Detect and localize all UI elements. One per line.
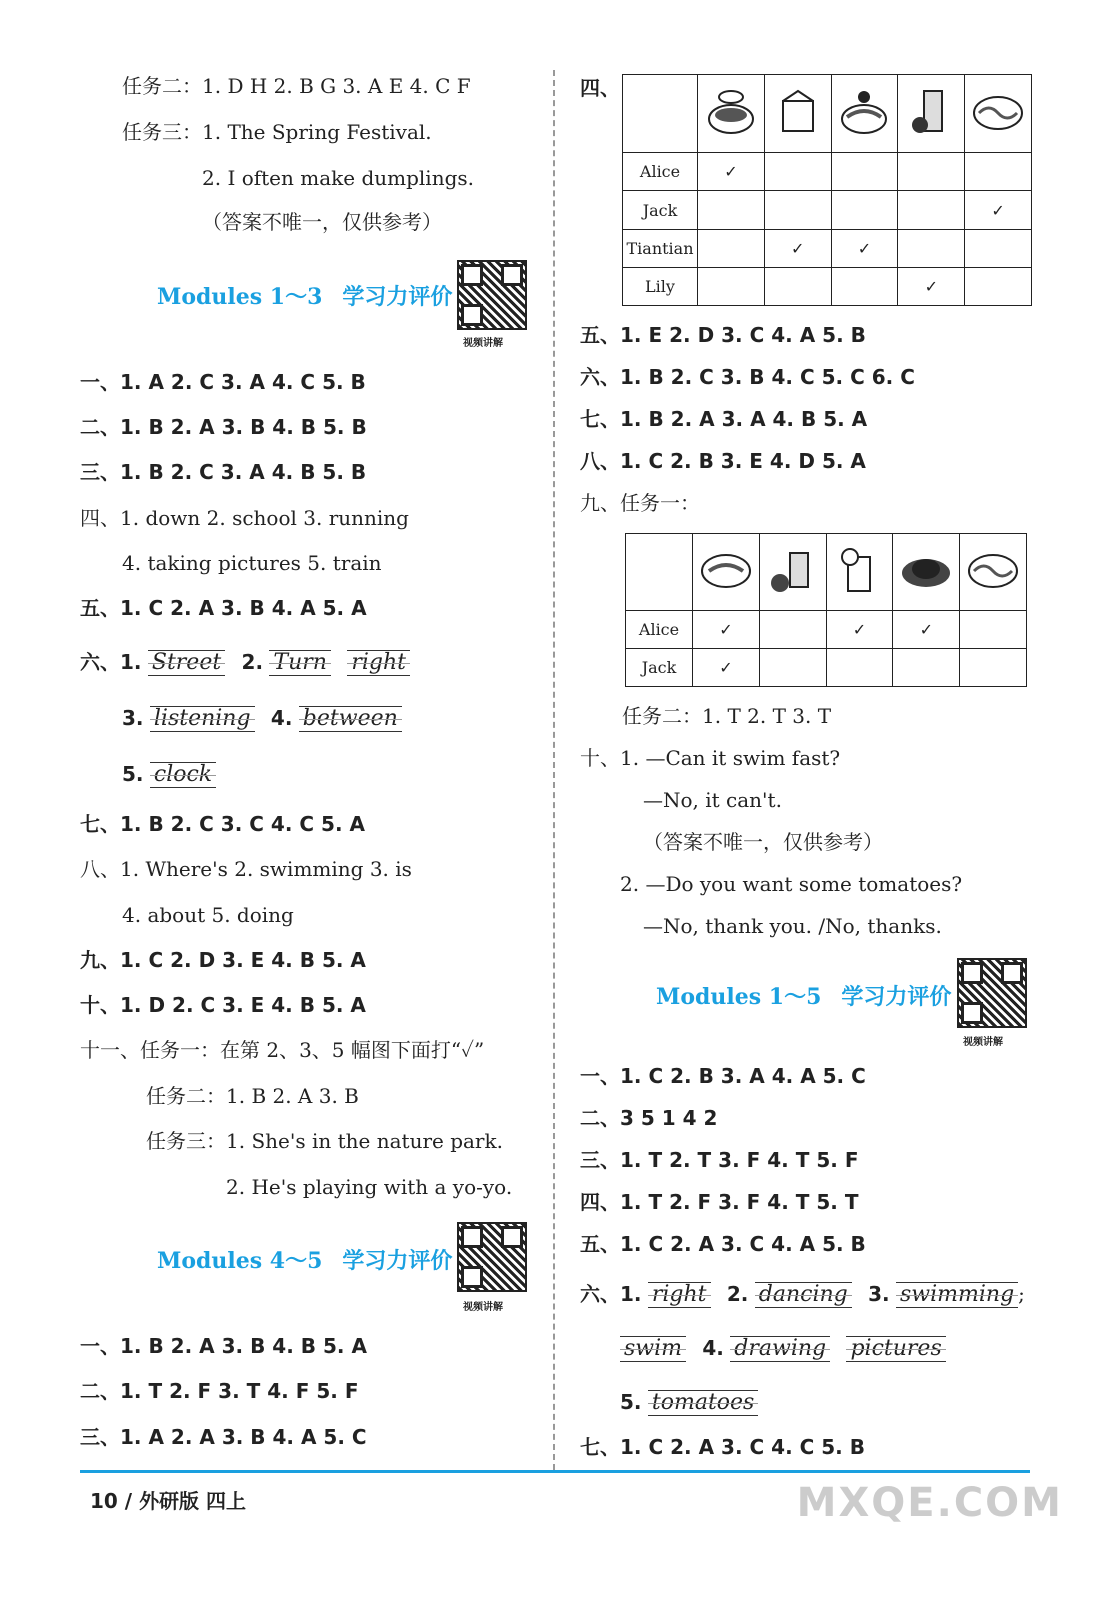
answer-line: 一、1. C 2. B 3. A 4. A 5. C bbox=[580, 1064, 866, 1088]
check-cell bbox=[965, 153, 1032, 191]
qr-label: 视频讲解 bbox=[463, 338, 503, 349]
note-line: （答案不唯一，仅供参考） bbox=[202, 210, 442, 234]
noodles-bowl-icon bbox=[965, 75, 1032, 153]
answer-line: 任务二：1. T 2. T 3. T bbox=[622, 704, 832, 728]
answer-line: 2. He's playing with a yo-yo. bbox=[226, 1175, 513, 1199]
check-cell bbox=[965, 267, 1032, 305]
juice-apple-icon bbox=[759, 534, 826, 611]
check-cell: ✓ bbox=[693, 648, 760, 686]
noodles-bowl-icon bbox=[960, 534, 1027, 611]
check-cell: ✓ bbox=[831, 229, 898, 267]
answer-line: 八、1. Where's 2. swimming 3. is bbox=[80, 857, 412, 881]
answer-line: —No, thank you. /No, thanks. bbox=[643, 914, 942, 938]
module-heading-1-3 bbox=[157, 280, 452, 311]
answer-line: 任务二：1. D H 2. B G 3. A E 4. C F bbox=[122, 74, 471, 98]
answer-line: 八、1. C 2. B 3. E 4. D 5. A bbox=[580, 449, 866, 473]
answer-line: 四、1. down 2. school 3. running bbox=[80, 506, 409, 530]
handwriting-row bbox=[620, 1390, 768, 1416]
answer-line: 五、1. E 2. D 3. C 4. A 5. B bbox=[580, 323, 866, 347]
check-cell bbox=[764, 267, 831, 305]
answer-line: 四、1. T 2. F 3. F 4. T 5. T bbox=[580, 1190, 859, 1214]
section-label: 四、 bbox=[580, 76, 620, 100]
module-subtitle: 学习力评价 bbox=[342, 285, 453, 310]
table-row-name: Jack bbox=[626, 648, 693, 686]
check-cell: ✓ bbox=[898, 267, 965, 305]
answer-line: 2. I often make dumplings. bbox=[202, 166, 475, 190]
check-cell bbox=[893, 648, 960, 686]
handwritten-word: Street bbox=[148, 650, 225, 676]
check-cell bbox=[898, 191, 965, 229]
handwritten-word: right bbox=[648, 1282, 711, 1308]
column-divider bbox=[553, 70, 555, 1470]
item-number: 4. bbox=[270, 706, 293, 730]
answer-line: 4. taking pictures 5. train bbox=[122, 551, 382, 575]
answer-line: 九、1. C 2. D 3. E 4. B 5. A bbox=[80, 948, 366, 972]
check-cell bbox=[965, 229, 1032, 267]
item-number: 2. bbox=[241, 650, 264, 674]
food-plate-icon bbox=[693, 534, 760, 611]
qr-code-icon[interactable] bbox=[457, 260, 527, 330]
answer-line: 任务三：1. She's in the nature park. bbox=[146, 1129, 503, 1153]
handwritten-word: right bbox=[347, 650, 410, 676]
qr-label: 视频讲解 bbox=[463, 1302, 503, 1313]
check-cell bbox=[826, 648, 893, 686]
answer-line: 二、1. T 2. F 3. T 4. F 5. F bbox=[80, 1379, 359, 1403]
answer-line: 六、1. B 2. C 3. B 4. C 5. C 6. C bbox=[580, 365, 915, 389]
check-cell bbox=[764, 153, 831, 191]
answer-line: 4. about 5. doing bbox=[122, 903, 294, 927]
answer-line: 二、1. B 2. A 3. B 4. B 5. B bbox=[80, 415, 367, 439]
answer-line: 七、1. B 2. A 3. A 4. B 5. A bbox=[580, 407, 868, 431]
handwriting-row bbox=[122, 762, 226, 788]
answer-line: 五、1. C 2. A 3. C 4. A 5. B bbox=[580, 1232, 866, 1256]
answer-line: 十一、任务一：在第 2、3、5 幅图下面打“✓” bbox=[80, 1038, 485, 1062]
answer-line: 2. —Do you want some tomatoes? bbox=[620, 872, 963, 896]
module-subtitle: 学习力评价 bbox=[841, 985, 952, 1010]
check-cell: ✓ bbox=[893, 610, 960, 648]
handwritten-word: swim bbox=[620, 1336, 686, 1362]
answer-line: 七、1. B 2. C 3. C 4. C 5. A bbox=[80, 812, 365, 836]
watermark: MXQE.COM bbox=[796, 1480, 1063, 1526]
qr-code-icon[interactable] bbox=[457, 1222, 527, 1292]
table-row-name: Tiantian bbox=[623, 229, 698, 267]
qr-code-icon[interactable] bbox=[957, 958, 1027, 1028]
item-number: 5. bbox=[122, 762, 144, 786]
table-row-name: Alice bbox=[623, 153, 698, 191]
module-title: Modules 4～5 bbox=[157, 1248, 323, 1274]
module-heading-4-5 bbox=[157, 1244, 452, 1275]
handwriting-row bbox=[80, 650, 420, 676]
table-row-name: Lily bbox=[623, 267, 698, 305]
handwritten-word: drawing bbox=[730, 1336, 830, 1362]
check-cell bbox=[759, 648, 826, 686]
check-cell bbox=[898, 153, 965, 191]
lemonade-icon bbox=[826, 534, 893, 611]
page-footer: 10 / 外研版 四上 bbox=[90, 1489, 247, 1513]
check-cell bbox=[764, 191, 831, 229]
answer-line: 任务三：1. The Spring Festival. bbox=[122, 120, 432, 144]
answer-line: 三、1. T 2. T 3. F 4. T 5. F bbox=[580, 1148, 859, 1172]
module-subtitle: 学习力评价 bbox=[342, 1249, 453, 1274]
food-table-2 bbox=[625, 533, 1027, 687]
handwriting-row bbox=[122, 706, 412, 732]
check-cell bbox=[960, 610, 1027, 648]
item-number: 六、1. bbox=[580, 1282, 642, 1306]
answer-line: 任务二：1. B 2. A 3. B bbox=[146, 1084, 359, 1108]
table-row-name: Alice bbox=[626, 610, 693, 648]
handwritten-word: tomatoes bbox=[648, 1390, 758, 1416]
handwriting-row bbox=[580, 1282, 1025, 1308]
handwritten-word: Turn bbox=[269, 650, 331, 676]
food-image-icon bbox=[831, 75, 898, 153]
check-cell bbox=[698, 229, 765, 267]
check-cell: ✓ bbox=[693, 610, 760, 648]
handwritten-word: swimming bbox=[896, 1282, 1018, 1308]
answer-line: 十、1. D 2. C 3. E 4. B 5. A bbox=[80, 993, 366, 1017]
handwritten-word: dancing bbox=[755, 1282, 852, 1308]
handwritten-word: listening bbox=[150, 706, 255, 732]
check-cell: ✓ bbox=[764, 229, 831, 267]
handwritten-word: between bbox=[299, 706, 402, 732]
check-cell bbox=[759, 610, 826, 648]
food-table-1 bbox=[622, 74, 1032, 306]
module-title: Modules 1～3 bbox=[157, 284, 323, 310]
roast-chicken-icon bbox=[893, 534, 960, 611]
handwritten-word: pictures bbox=[846, 1336, 945, 1362]
answer-line: 一、1. A 2. C 3. A 4. C 5. B bbox=[80, 370, 366, 394]
check-cell bbox=[698, 267, 765, 305]
answer-line: 十、1. —Can it swim fast? bbox=[580, 746, 841, 770]
note-line: （答案不唯一，仅供参考） bbox=[643, 830, 883, 854]
answer-line: 二、3 5 1 4 2 bbox=[580, 1106, 718, 1130]
check-cell bbox=[898, 229, 965, 267]
module-title: Modules 1～5 bbox=[656, 984, 822, 1010]
item-number: 3. bbox=[122, 706, 144, 730]
answer-line: 一、1. B 2. A 3. B 4. B 5. A bbox=[80, 1334, 367, 1358]
juice-glass-icon bbox=[898, 75, 965, 153]
answer-line: —No, it can't. bbox=[643, 788, 782, 812]
check-cell bbox=[960, 648, 1027, 686]
item-number: 2. bbox=[726, 1282, 749, 1306]
item-number: 3. bbox=[868, 1282, 890, 1306]
milk-box-icon bbox=[764, 75, 831, 153]
table-row-name: Jack bbox=[623, 191, 698, 229]
handwritten-word: clock bbox=[150, 762, 216, 788]
check-cell: ✓ bbox=[698, 153, 765, 191]
check-cell bbox=[831, 153, 898, 191]
answer-line: 三、1. A 2. A 3. B 4. A 5. C bbox=[80, 1425, 367, 1449]
answer-line: 三、1. B 2. C 3. A 4. B 5. B bbox=[80, 460, 367, 484]
answer-line: 九、任务一： bbox=[580, 491, 700, 515]
punctuation: ; bbox=[1018, 1282, 1025, 1306]
item-number: 5. bbox=[620, 1390, 642, 1414]
module-heading-1-5 bbox=[656, 980, 951, 1011]
handwriting-row bbox=[620, 1336, 956, 1362]
check-cell bbox=[831, 267, 898, 305]
food-image-icon bbox=[698, 75, 765, 153]
check-cell bbox=[698, 191, 765, 229]
check-cell bbox=[831, 191, 898, 229]
footer-rule bbox=[80, 1470, 1030, 1473]
check-cell: ✓ bbox=[965, 191, 1032, 229]
qr-label: 视频讲解 bbox=[963, 1037, 1003, 1048]
answer-line: 五、1. C 2. A 3. B 4. A 5. A bbox=[80, 596, 367, 620]
answer-line: 七、1. C 2. A 3. C 4. C 5. B bbox=[580, 1435, 865, 1459]
check-cell: ✓ bbox=[826, 610, 893, 648]
item-number: 六、1. bbox=[80, 650, 142, 674]
item-number: 4. bbox=[702, 1336, 724, 1360]
